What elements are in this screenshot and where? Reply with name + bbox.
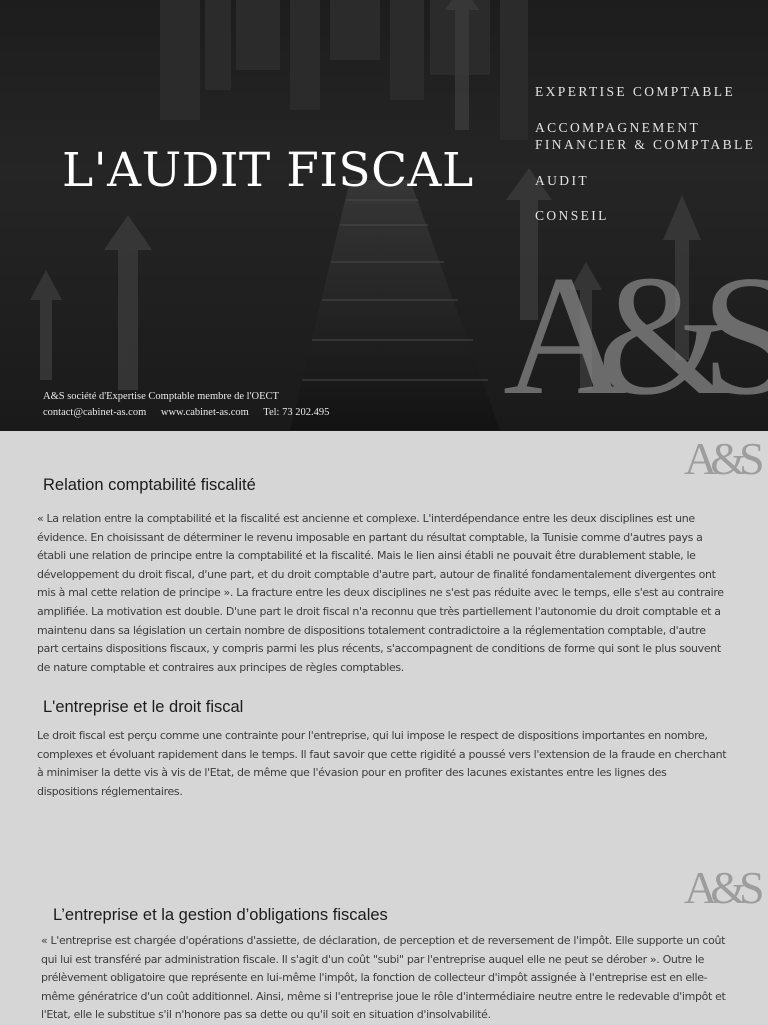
- contact-phone: Tel: 73 202.495: [263, 407, 330, 418]
- contact-info: [43, 389, 341, 421]
- main-nav: [535, 83, 755, 243]
- hero-banner: [0, 0, 768, 431]
- website-link[interactable]: www.cabinet-as.com: [160, 407, 249, 418]
- section-heading: L'entreprise et le droit fiscal: [43, 698, 244, 716]
- contact-email[interactable]: contact@cabinet-as.com: [43, 407, 147, 418]
- brand-logo: A&S: [503, 241, 767, 431]
- section-body: Le droit fiscal est perçu comme une contrainte pour l'entreprise, qui lui impose le respect de dispositions importantes en nombre, complexes et évoluant rapidement dans le temps. Il faut savoir que cette rigidité a poussé vers l'extension de la fraude en cherchant à minimiser la dette vis à vis de l'Etat, de même que l'évasion pour en profiter des lacunes existantes entre les lignes des dispositions réglementaires.: [37, 729, 727, 798]
- page-title: L'AUDIT FISCAL: [62, 143, 474, 198]
- nav-item-audit[interactable]: AUDIT: [535, 172, 589, 188]
- watermark-logo: A&S: [684, 433, 758, 484]
- section-body: « L'entreprise est chargée d'opérations d'assiette, de déclaration, de perception et de reversement de l'impôt. Elle supporte un coût qui lui est transféré par administration fiscale. Il s'agit d'un coût "subi" par l'entreprise auquel elle ne peut se dérober ». Outre le prélèvement obligatoire que représente en lui-même l'impôt, la fonction de collecteur d'impôt assignée à l'entreprise est en elle-même génératrice d'un coût additionnel. Ainsi, même si l'entreprise joue le rôle d'intermédiaire neutre entre le redevable d'impôt et l'Etat, elle le substitue s'il n'honore pas sa dette ou qu'il soit en situation d'insolvabilité.: [41, 934, 726, 1022]
- nav-item-accompagnement[interactable]: ACCOMPAGNEMENT FINANCIER & COMPTABLE: [535, 119, 756, 152]
- section-heading: Relation comptabilité fiscalité: [43, 476, 256, 494]
- nav-item-expertise-comptable[interactable]: EXPERTISE COMPTABLE: [535, 84, 736, 99]
- watermark-logo: A&S: [684, 862, 758, 913]
- nav-item-conseil[interactable]: CONSEIL: [535, 208, 609, 223]
- company-tagline: A&S société d'Expertise Comptable membre de l'OECT: [43, 391, 279, 402]
- section-heading: L’entreprise et la gestion d’obligations fiscales: [53, 906, 388, 924]
- section-body: « La relation entre la comptabilité et la fiscalité est ancienne et complexe. L'interdépendance entre les deux disciplines est une évidence. En choisissant de déterminer le revenu imposable en partant du résultat comptable, la Tunisie comme d'autres pays a établi une relation de principe entre la comptabilité et la fiscalité. Mais le lien ainsi établi ne pouvait être durablement stable, le développement du droit fiscal, d'une part, et du droit comptable d'autre part, autour de finalité fondamentalement divergentes ont mis à mal cette relation de principe ». La fracture entre les deux disciplines ne s'est pas réduite avec le temps, elle s'est au contraire amplifiée. La motivation est double. D'une part le droit fiscal n'a reconnu que très partiellement l'autonomie du droit comptable et a maintenu dans sa législation un certain nombre de dispositions totalement contradictoire a la réglementation comptable, d'autre part certains dispositions fiscaux, y compris parmi les plus récents, s'accompagnent de conditions de forme qui sont le plus souvent de nature comptable et contraires aux principes de règles comptables.: [37, 512, 724, 674]
